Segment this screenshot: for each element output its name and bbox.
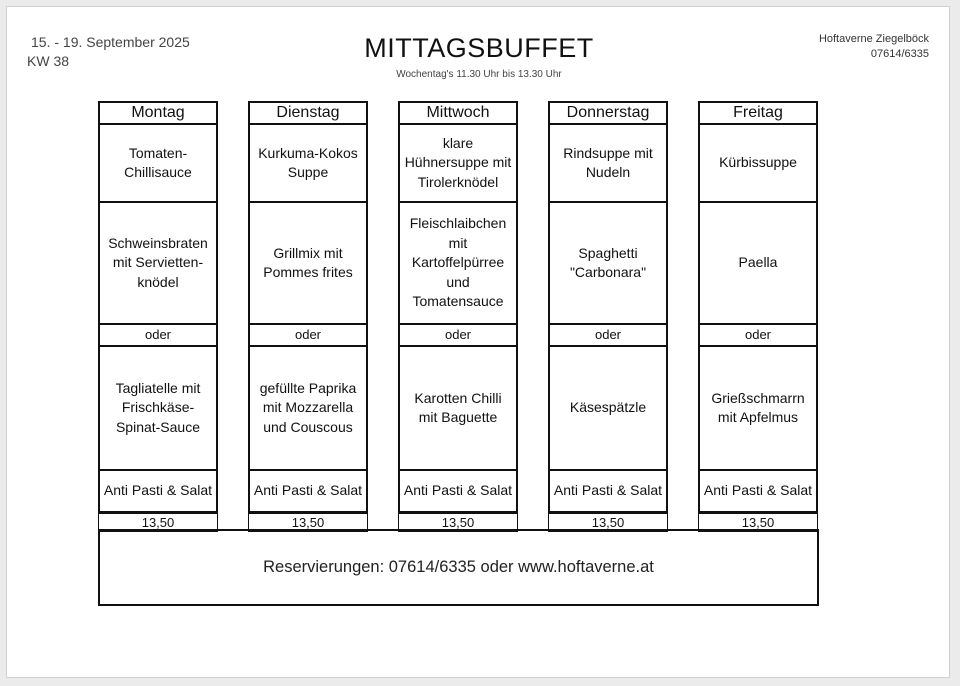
or-label: oder: [548, 323, 668, 347]
or-label: oder: [398, 323, 518, 347]
day-name: Donnerstag: [548, 101, 668, 125]
price: 13,50: [98, 513, 218, 532]
main-dish-2: gefüllte Paprika mit Mozzarella und Couscous: [248, 345, 368, 471]
reservation-info: Reservierungen: 07614/6335 oder www.hoftaverne.at: [98, 529, 819, 606]
main-dish-1: Fleischlaibchen mit Kartoffelpürree und Tomatensauce: [398, 201, 518, 325]
soup-item: klare Hühnersuppe mit Tirolerknödel: [398, 123, 518, 203]
or-label: oder: [248, 323, 368, 347]
price: 13,50: [398, 513, 518, 532]
or-label: oder: [698, 323, 818, 347]
main-dish-1: Paella: [698, 201, 818, 325]
main-dish-2: Käsespätzle: [548, 345, 668, 471]
side-dish: Anti Pasti & Salat: [698, 469, 818, 513]
main-dish-1: Spaghetti "Carbonara": [548, 201, 668, 325]
menu-page: [6, 6, 950, 678]
price: 13,50: [248, 513, 368, 532]
side-dish: Anti Pasti & Salat: [548, 469, 668, 513]
calendar-week: KW 38: [27, 53, 70, 69]
main-dish-2: Grießschmarrn mit Apfelmus: [698, 345, 818, 471]
day-name: Mittwoch: [398, 101, 518, 125]
soup-item: Tomaten- Chillisauce: [98, 123, 218, 203]
main-dish-2: Karotten Chilli mit Baguette: [398, 345, 518, 471]
day-name: Dienstag: [248, 101, 368, 125]
price: 13,50: [698, 513, 818, 532]
or-label: oder: [98, 323, 218, 347]
opening-hours: Wochentag's 11.30 Uhr bis 13.30 Uhr: [396, 69, 562, 80]
page-title: MITTAGSBUFFET: [364, 33, 594, 63]
side-dish: Anti Pasti & Salat: [398, 469, 518, 513]
soup-item: Kürbissuppe: [698, 123, 818, 203]
soup-item: Rindsuppe mit Nudeln: [548, 123, 668, 203]
restaurant-phone: 07614/6335: [870, 48, 929, 60]
soup-item: Kurkuma-Kokos Suppe: [248, 123, 368, 203]
price: 13,50: [548, 513, 668, 532]
main-dish-2: Tagliatelle mit Frischkäse- Spinat-Sauce: [98, 345, 218, 471]
date-range: 15. - 19. September 2025: [31, 34, 190, 50]
restaurant-name: Hoftaverne Ziegelböck: [818, 33, 929, 45]
main-dish-1: Schweinsbraten mit Servietten- knödel: [98, 201, 218, 325]
day-name: Freitag: [698, 101, 818, 125]
side-dish: Anti Pasti & Salat: [98, 469, 218, 513]
day-name: Montag: [98, 101, 218, 125]
main-dish-1: Grillmix mit Pommes frites: [248, 201, 368, 325]
side-dish: Anti Pasti & Salat: [248, 469, 368, 513]
